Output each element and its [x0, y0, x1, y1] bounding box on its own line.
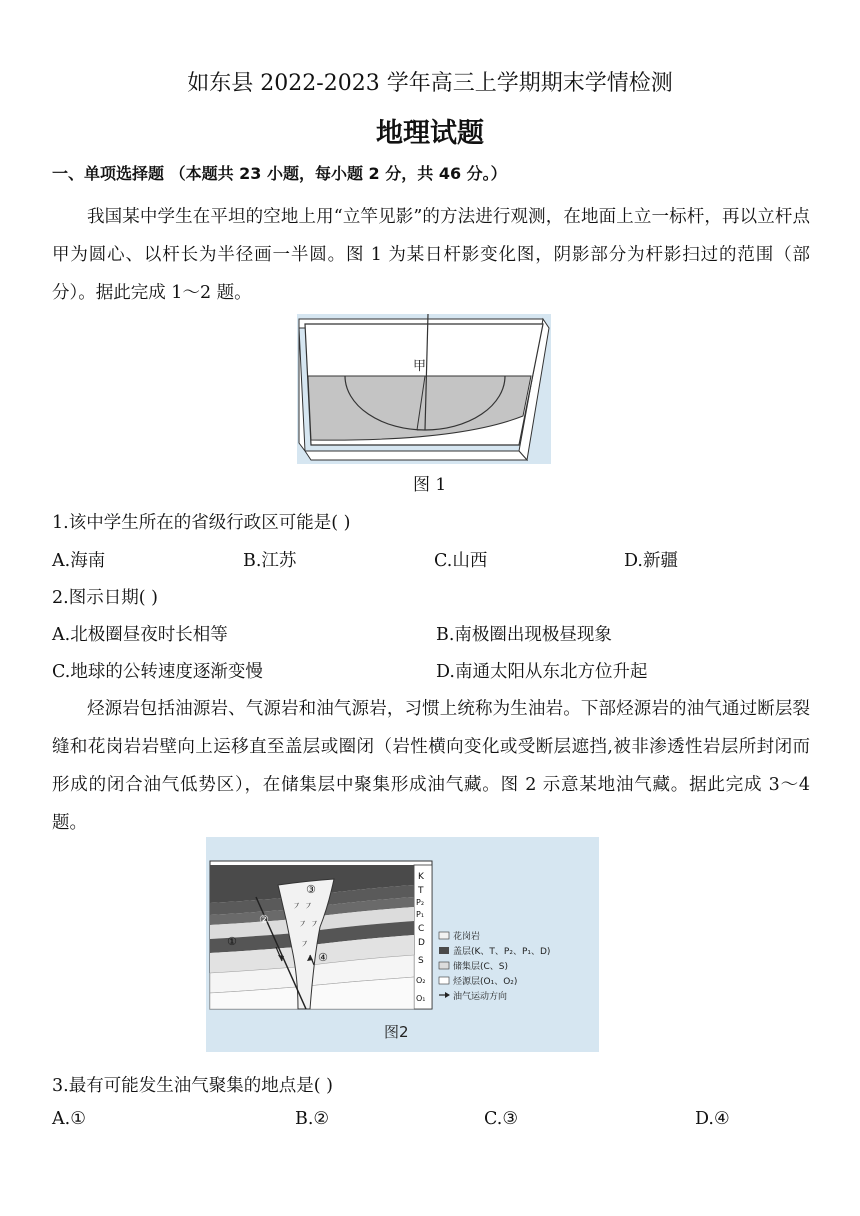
marker-4: ④ — [318, 951, 328, 964]
layer-label-t: T — [418, 886, 424, 896]
figure-1-drawing — [297, 314, 551, 464]
layer-label-o1: O₁ — [416, 994, 426, 1003]
q1-option-c[interactable]: C.山西 — [434, 551, 488, 571]
figure-1-caption: 图 1 — [413, 475, 447, 495]
q2-option-d[interactable]: D.南通太阳从东北方位升起 — [436, 662, 648, 682]
legend-granite: 花岗岩 — [453, 932, 481, 942]
svg-text:㇇ ㇇: ㇇ ㇇ — [292, 902, 313, 912]
figure-2 — [206, 837, 599, 1052]
layer-label-k: K — [418, 872, 424, 882]
figure-2-legend — [439, 930, 550, 1002]
legend-cap: 盖层(K、T、P₂、P₁、D) — [453, 947, 551, 957]
legend-migration: 油气运动方向 — [453, 992, 508, 1002]
figure-2-caption: 图2 — [384, 1023, 409, 1041]
question-3-stem: 3.最有可能发生油气聚集的地点是( ) — [52, 1076, 333, 1096]
passage-2: 烃源岩包括油源岩、气源岩和油气源岩，习惯上统称为生油岩。下部烃源岩的油气通过断层裂缝和花岗岩岩壁向上运移直至盖层或圈闭（岩性横向变化或受断层遮挡,被非渗透性岩层所封闭而形成的闭合油气低势区），在储集层中聚集形成油气藏。图 2 示意某地油气藏。据此完成 3～4 题。 — [52, 699, 810, 833]
layer-label-o2: O₂ — [416, 976, 426, 985]
figure-2-drawing — [206, 837, 599, 1052]
q3-option-c[interactable]: C.③ — [484, 1109, 519, 1129]
svg-text:㇇ ㇇: ㇇ ㇇ — [298, 920, 319, 930]
passage-1: 我国某中学生在平坦的空地上用“立竿见影”的方法进行观测，在地面上立一标杆，再以立杆点甲为圆心、以杆长为半径画一半圆。图 1 为某日杆影变化图，阴影部分为杆影扫过的范围（部分）。据此完成 1～2 题。 — [52, 207, 810, 303]
marker-2: ② — [259, 913, 269, 926]
svg-text:㇇: ㇇ — [300, 940, 310, 950]
marker-1: ① — [227, 935, 237, 948]
q3-option-b[interactable]: B.② — [295, 1109, 330, 1129]
exam-title: 地理试题 — [376, 118, 484, 149]
layer-label-p2: P₂ — [416, 898, 425, 907]
layer-label-s: S — [418, 956, 424, 966]
layer-label-d: D — [418, 938, 425, 948]
q1-option-d[interactable]: D.新疆 — [624, 551, 678, 571]
figure-1-label-jia: 甲 — [413, 359, 427, 374]
q1-option-a[interactable]: A.海南 — [52, 551, 106, 571]
question-2-stem: 2.图示日期( ) — [52, 588, 158, 608]
marker-3: ③ — [306, 883, 316, 896]
layer-label-p1: P₁ — [416, 910, 425, 919]
legend-reservoir: 储集层(C、S) — [453, 962, 509, 972]
q2-option-c[interactable]: C.地球的公转速度逐渐变慢 — [52, 662, 263, 682]
exam-subtitle: 如东县 2022-2023 学年高三上学期期末学情检测 — [187, 71, 673, 96]
figure-1 — [297, 314, 551, 464]
layer-label-c: C — [418, 924, 425, 934]
legend-source: 烃源层(O₁、O₂) — [453, 977, 518, 987]
question-1-stem: 1.该中学生所在的省级行政区可能是( ) — [52, 513, 351, 533]
q1-option-b[interactable]: B.江苏 — [243, 551, 297, 571]
q2-option-a[interactable]: A.北极圈昼夜时长相等 — [52, 625, 228, 645]
q3-option-d[interactable]: D.④ — [695, 1109, 730, 1129]
q3-option-a[interactable]: A.① — [52, 1109, 86, 1129]
q2-option-b[interactable]: B.南极圈出现极昼现象 — [436, 625, 612, 645]
section-heading: 一、单项选择题 （本题共 23 小题，每小题 2 分，共 46 分。） — [52, 164, 507, 183]
